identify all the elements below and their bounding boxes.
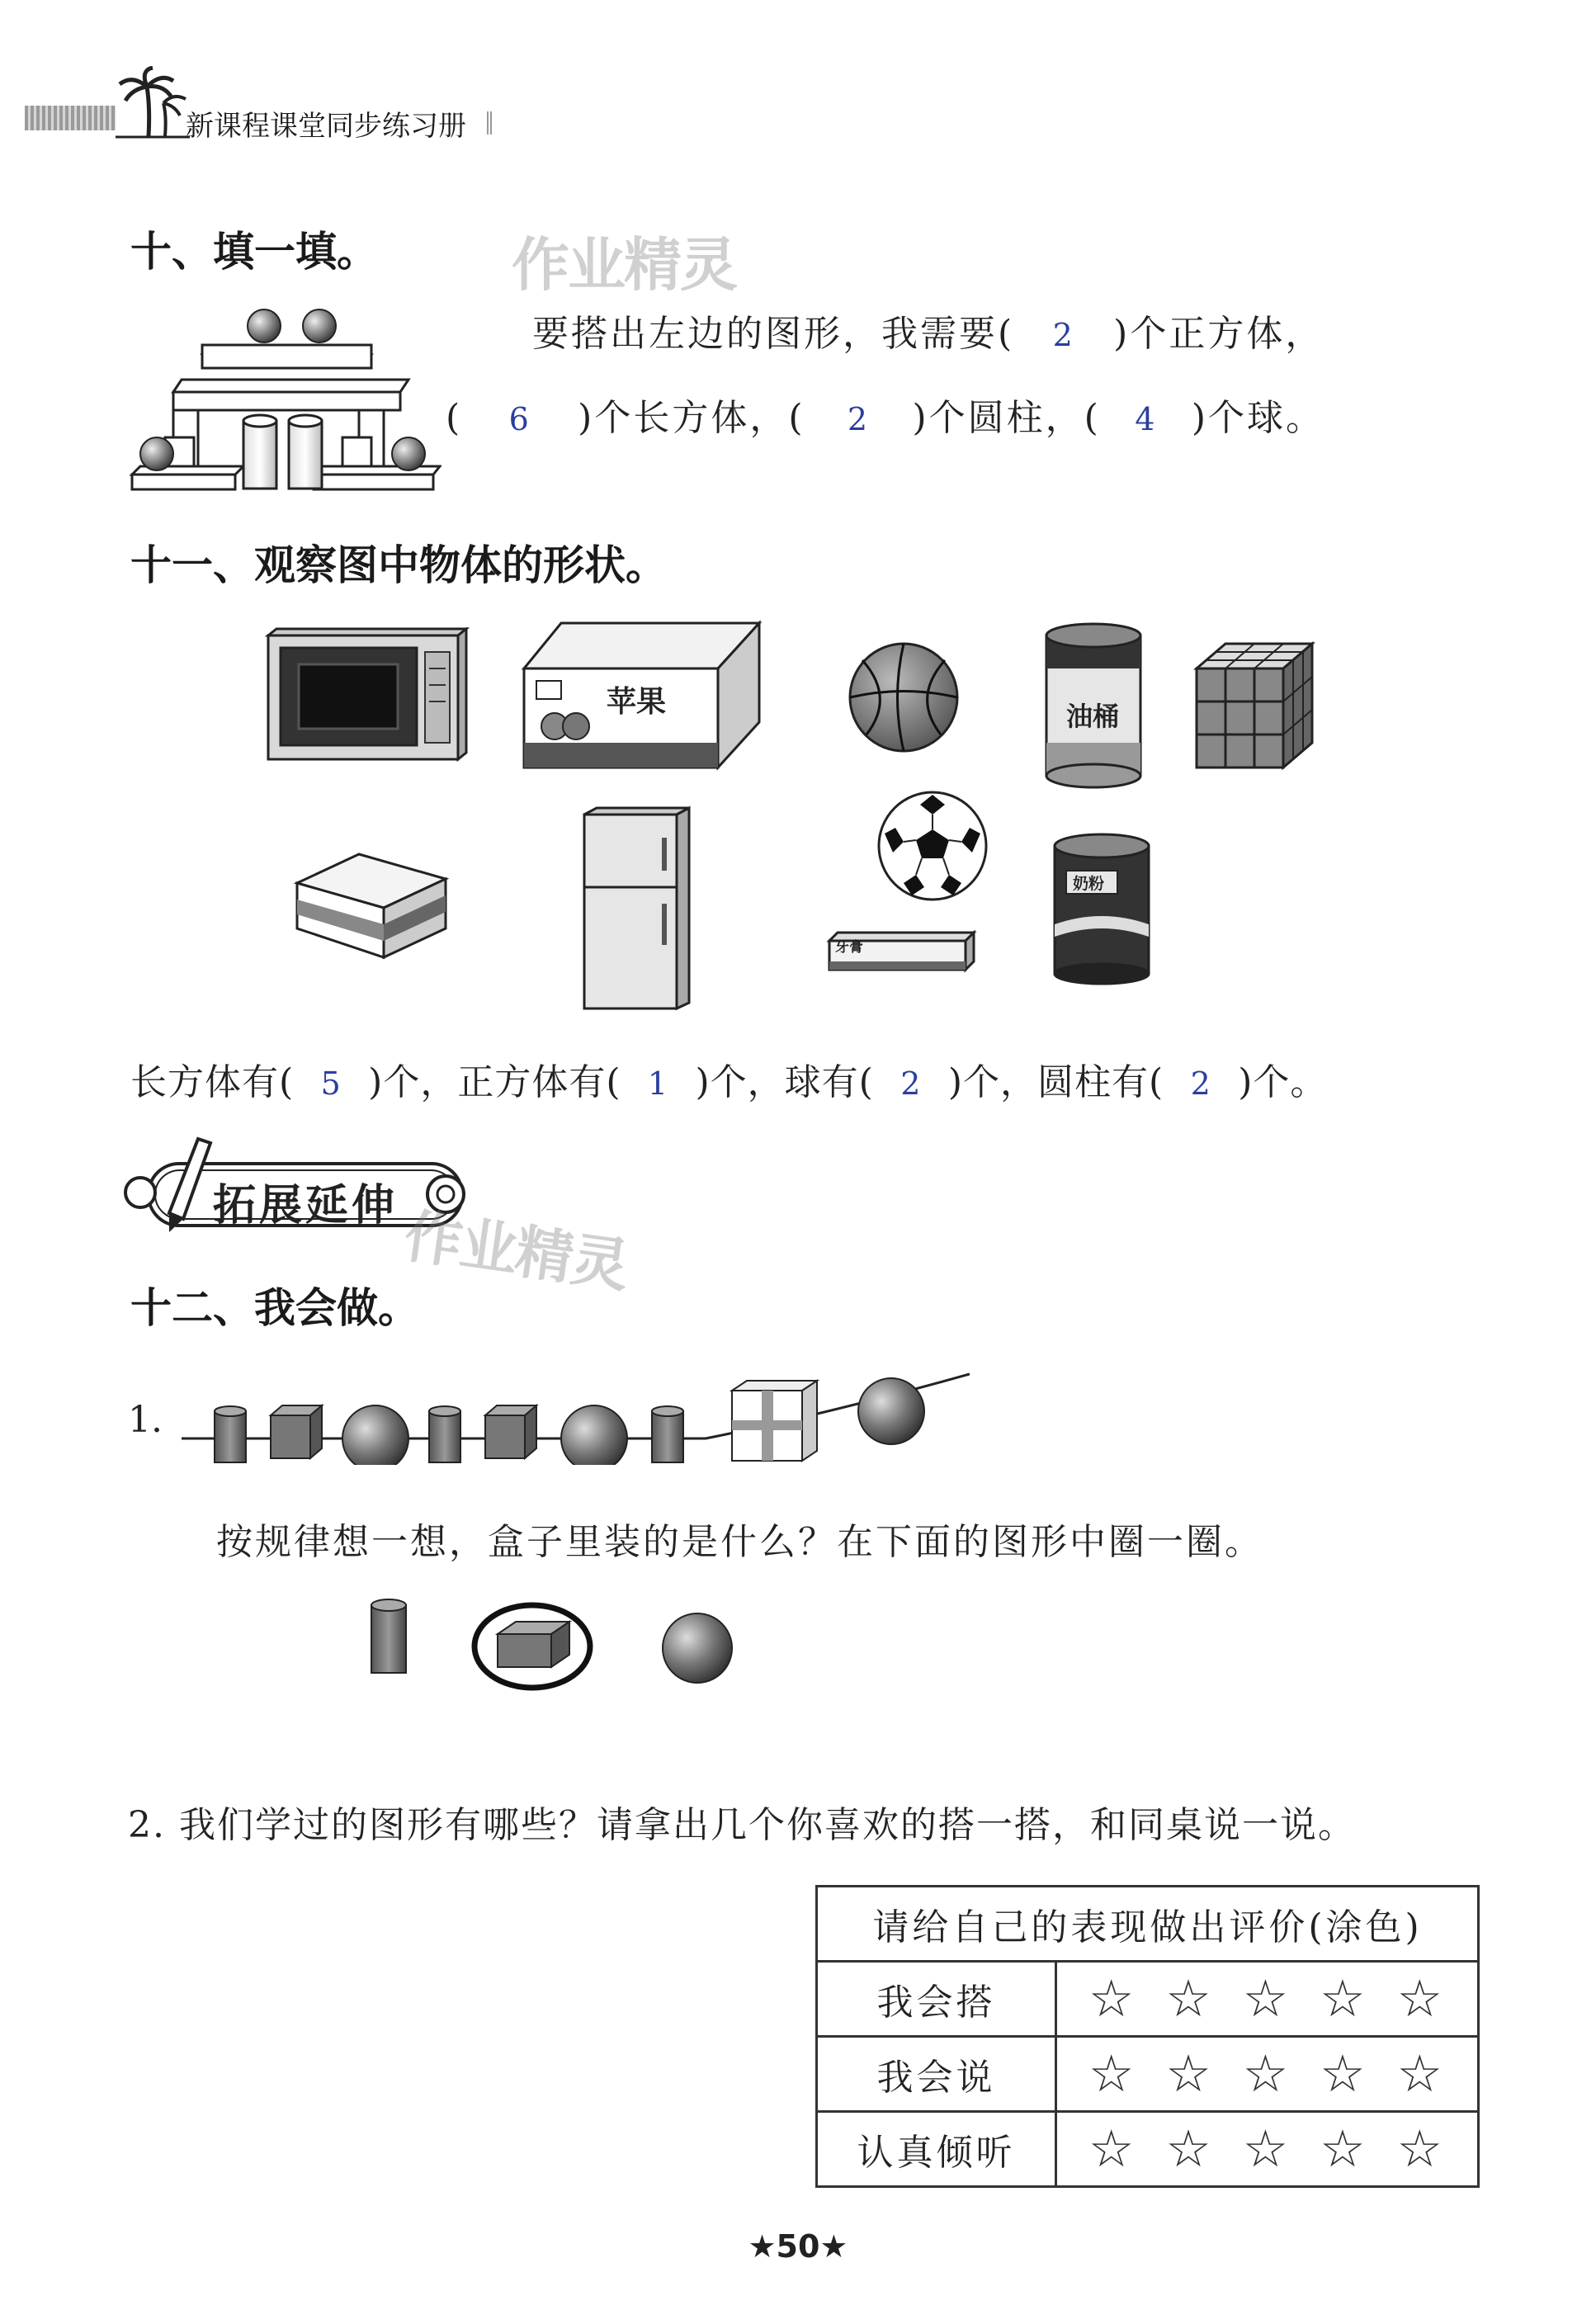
- text-fragment: )个正方体，: [1113, 313, 1324, 355]
- self-evaluation-table: [815, 1885, 1480, 2188]
- answer-cube: 2: [1052, 317, 1075, 353]
- text-fragment: 长方体有(: [130, 1061, 295, 1103]
- text-fragment: )个球。: [1191, 397, 1325, 439]
- answer-cuboid-count: 5: [320, 1065, 342, 1102]
- star-icon[interactable]: ☆: [1242, 1968, 1292, 2029]
- star-icon[interactable]: ☆: [1396, 1968, 1447, 2029]
- section-10-heading: 十、填一填。: [130, 228, 378, 276]
- oil-can-label: 油桶: [1066, 701, 1120, 732]
- soccer-ball-image: [875, 788, 990, 904]
- star-icon[interactable]: ☆: [1165, 2043, 1215, 2104]
- star-icon[interactable]: ☆: [1320, 1968, 1369, 2029]
- evaluation-title: 请给自己的表现做出评价(涂色): [817, 1887, 1479, 1962]
- apple-box-label: 苹果: [607, 685, 667, 719]
- evaluation-label: 认真倾听: [817, 2112, 1056, 2187]
- section-10-line1: [532, 304, 1324, 357]
- palm-tree-icon: [116, 66, 190, 140]
- text-fragment: )个，圆柱有(: [947, 1061, 1164, 1103]
- question-2: 2. 我们学过的图形有哪些？请拿出几个你喜欢的搭一搭，和同桌说一说。: [128, 1804, 1356, 1846]
- star-icon[interactable]: ☆: [1088, 2043, 1138, 2104]
- microwave-image: [264, 627, 470, 763]
- answer-sphere: 4: [1135, 401, 1158, 437]
- toothpaste-label: 牙膏: [835, 939, 863, 956]
- section-11-answer-line: [130, 1052, 1327, 1105]
- milk-powder-can-image: [1048, 829, 1155, 986]
- answer-choices: [363, 1589, 759, 1696]
- evaluation-label: 我会搭: [817, 1962, 1056, 2037]
- building-figure: [128, 297, 441, 495]
- section-12-heading: 十二、我会做。: [130, 1284, 419, 1332]
- text-fragment: )个圆柱，(: [912, 397, 1101, 439]
- watermark: 作业精灵: [512, 231, 736, 299]
- text-fragment: )个，球有(: [695, 1061, 874, 1103]
- answer-sphere-count: 2: [900, 1065, 922, 1102]
- star-rating[interactable]: [1056, 2112, 1479, 2187]
- watermark: 作业精灵: [399, 1202, 632, 1301]
- section-10-line2: [446, 388, 1324, 441]
- header-decoration: [25, 106, 116, 130]
- milk-powder-label: 奶粉: [1073, 875, 1105, 893]
- evaluation-label: 我会说: [817, 2037, 1056, 2112]
- header-title: 新课程课堂同步练习册: [186, 110, 466, 143]
- star-icon[interactable]: ☆: [1396, 2043, 1447, 2104]
- rubik-cube-image: [1192, 640, 1316, 772]
- question-1-number: 1.: [128, 1399, 163, 1441]
- answer-cube-count: 1: [647, 1065, 669, 1102]
- star-icon[interactable]: ☆: [1396, 2119, 1447, 2179]
- text-fragment: )个长方体，(: [578, 397, 805, 439]
- star-icon[interactable]: ☆: [1242, 2043, 1292, 2104]
- text-fragment: 要搭出左边的图形，我需要(: [532, 313, 1015, 355]
- star-icon[interactable]: ☆: [1320, 2119, 1369, 2179]
- header-divider: [487, 111, 492, 135]
- question-1-instruction: 按规律想一想，盒子里装的是什么？在下面的图形中圈一圈。: [216, 1521, 1263, 1563]
- star-rating[interactable]: [1056, 1962, 1479, 2037]
- answer-cylinder-count: 2: [1190, 1065, 1211, 1102]
- fridge-image: [578, 805, 697, 1015]
- text-fragment: )个。: [1238, 1061, 1328, 1103]
- basketball-image: [846, 640, 961, 755]
- flat-box-image: [293, 850, 450, 966]
- star-icon[interactable]: ☆: [1320, 2043, 1369, 2104]
- star-icon[interactable]: ☆: [1165, 2119, 1215, 2179]
- star-icon[interactable]: ☆: [1088, 1968, 1138, 2029]
- pattern-sequence: [177, 1366, 970, 1465]
- star-icon[interactable]: ☆: [1242, 2119, 1292, 2179]
- section-11-heading: 十一、观察图中物体的形状。: [130, 541, 667, 589]
- star-icon[interactable]: ☆: [1088, 2119, 1138, 2179]
- text-fragment: (: [446, 397, 463, 439]
- star-rating[interactable]: [1056, 2037, 1479, 2112]
- extension-banner-label: 拓展延伸: [213, 1181, 399, 1230]
- page-number: ★50★: [748, 2228, 848, 2265]
- star-icon[interactable]: ☆: [1165, 1968, 1215, 2029]
- answer-cylinder: 2: [847, 401, 871, 437]
- answer-cuboid: 6: [508, 401, 531, 437]
- text-fragment: )个，正方体有(: [368, 1061, 621, 1103]
